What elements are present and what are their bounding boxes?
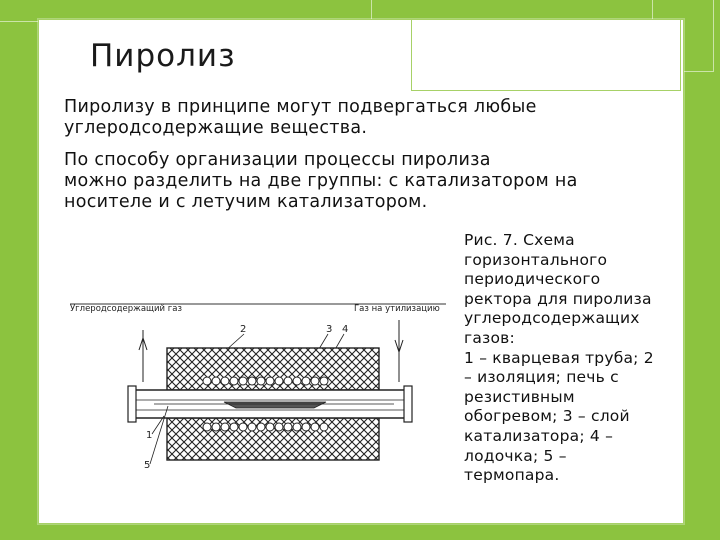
label-5: 5	[144, 460, 151, 471]
label-1: 1	[146, 430, 153, 441]
label-3: 3	[326, 324, 333, 335]
boat	[224, 402, 326, 408]
left-flange	[128, 386, 136, 422]
slide-title: Пиролиз	[90, 38, 236, 74]
caption-line: ректора для пиролиза	[464, 289, 652, 308]
paragraph-2-line-2: можно разделить на две группы: с катализатором на	[64, 171, 578, 191]
paragraph-2	[64, 150, 674, 213]
caption-line: Рис. 7. Схема	[464, 231, 575, 249]
figure-caption	[464, 231, 676, 486]
outlet-label: Газ на утилизацию	[354, 304, 440, 314]
paragraph-2-line-3: носителе и с летучим катализатором.	[64, 192, 428, 212]
caption-line: периодического	[464, 270, 601, 289]
caption-line: газов:	[464, 328, 515, 347]
caption-line: – изоляция; печь с	[464, 368, 619, 387]
paragraph-1	[64, 97, 674, 139]
caption-line: термопара.	[464, 466, 560, 485]
label-4: 4	[342, 324, 349, 335]
caption-line: углеродсодержащих	[464, 309, 640, 328]
caption-line: 1 – кварцевая труба; 2	[464, 348, 654, 367]
caption-line: обогревом; 3 – слой	[464, 407, 630, 426]
caption-line: лодочка; 5 –	[464, 446, 567, 465]
paragraph-1-line-2: углеродсодержащие вещества.	[64, 118, 368, 138]
reactor-diagram	[64, 290, 454, 480]
title-accent-box	[411, 20, 681, 91]
paragraph-1-line-1: Пиролизу в принципе могут подвергаться любые	[64, 97, 537, 117]
caption-line: резистивным	[464, 387, 575, 406]
label-2: 2	[240, 324, 247, 335]
caption-line: горизонтального	[464, 250, 608, 269]
paragraph-2-line-1: По способу организации процессы пиролиза	[64, 150, 491, 170]
caption-line: катализатора; 4 –	[464, 426, 614, 445]
inlet-label: Углеродсодержащий газ	[70, 304, 182, 314]
right-flange	[404, 386, 412, 422]
